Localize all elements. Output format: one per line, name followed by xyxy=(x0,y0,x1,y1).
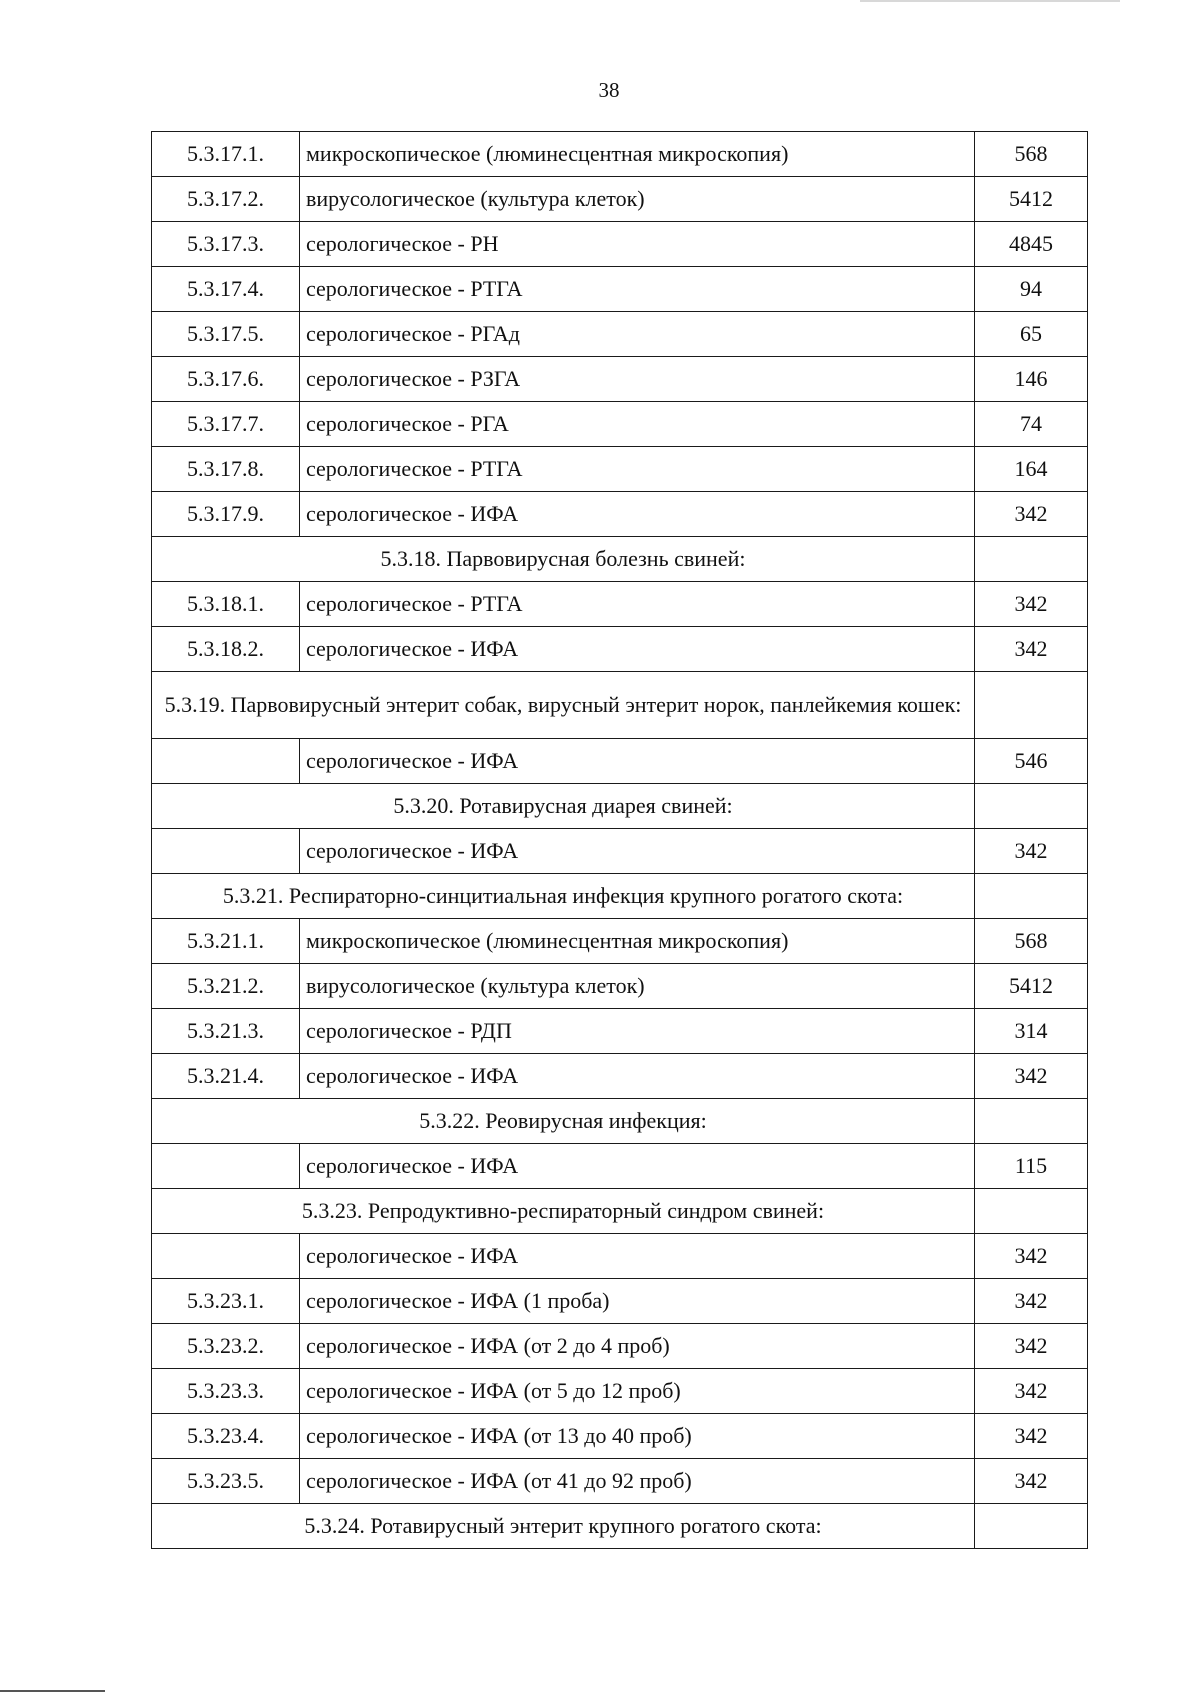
item-price: 546 xyxy=(975,739,1088,784)
item-description: серологическое - РТГА xyxy=(300,267,975,312)
item-code: 5.3.18.2. xyxy=(152,627,300,672)
table-row xyxy=(152,177,1088,222)
item-description: вирусологическое (культура клеток) xyxy=(300,964,975,1009)
price-cell-empty xyxy=(975,874,1088,919)
table-row xyxy=(152,1369,1088,1414)
price-table xyxy=(151,131,1088,1549)
table-row xyxy=(152,492,1088,537)
table-row xyxy=(152,447,1088,492)
item-price: 342 xyxy=(975,829,1088,874)
item-description: серологическое - РТГА xyxy=(300,447,975,492)
table-row xyxy=(152,1459,1088,1504)
table-row xyxy=(152,739,1088,784)
table-row xyxy=(152,582,1088,627)
item-description: серологическое - РГА xyxy=(300,402,975,447)
item-code: 5.3.23.5. xyxy=(152,1459,300,1504)
item-description: серологическое - ИФА (от 41 до 92 проб) xyxy=(300,1459,975,1504)
item-description: серологическое - РТГА xyxy=(300,582,975,627)
table-row xyxy=(152,1279,1088,1324)
item-code: 5.3.17.7. xyxy=(152,402,300,447)
item-description: серологическое - ИФА xyxy=(300,1054,975,1099)
item-price: 342 xyxy=(975,1234,1088,1279)
item-description: микроскопическое (люминесцентная микроскопия) xyxy=(300,132,975,177)
table-row xyxy=(152,222,1088,267)
section-header-row xyxy=(152,1504,1088,1549)
item-code: 5.3.17.4. xyxy=(152,267,300,312)
item-code: 5.3.23.3. xyxy=(152,1369,300,1414)
item-code: 5.3.23.2. xyxy=(152,1324,300,1369)
price-cell-empty xyxy=(975,672,1088,739)
table-row xyxy=(152,1414,1088,1459)
item-description: серологическое - ИФА xyxy=(300,1144,975,1189)
item-code: 5.3.17.5. xyxy=(152,312,300,357)
item-price: 342 xyxy=(975,1414,1088,1459)
item-code: 5.3.18.1. xyxy=(152,582,300,627)
table-row xyxy=(152,357,1088,402)
table-row xyxy=(152,964,1088,1009)
section-header-row xyxy=(152,784,1088,829)
item-price: 342 xyxy=(975,627,1088,672)
item-price: 4845 xyxy=(975,222,1088,267)
section-title: 5.3.24. Ротавирусный энтерит крупного рогатого скота: xyxy=(152,1504,975,1549)
item-code: 5.3.23.1. xyxy=(152,1279,300,1324)
item-price: 342 xyxy=(975,1279,1088,1324)
item-description: серологическое - ИФА (от 5 до 12 проб) xyxy=(300,1369,975,1414)
item-price: 342 xyxy=(975,492,1088,537)
item-price: 342 xyxy=(975,582,1088,627)
table-row xyxy=(152,1054,1088,1099)
price-cell-empty xyxy=(975,784,1088,829)
item-code: 5.3.17.2. xyxy=(152,177,300,222)
table-row xyxy=(152,267,1088,312)
section-title: 5.3.22. Реовирусная инфекция: xyxy=(152,1099,975,1144)
item-description: серологическое - ИФА xyxy=(300,739,975,784)
price-table-body xyxy=(152,132,1088,1549)
item-description: серологическое - РН xyxy=(300,222,975,267)
scan-artifact-top xyxy=(860,0,1120,2)
price-cell-empty xyxy=(975,1099,1088,1144)
item-description: вирусологическое (культура клеток) xyxy=(300,177,975,222)
item-description: микроскопическое (люминесцентная микроскопия) xyxy=(300,919,975,964)
item-price: 115 xyxy=(975,1144,1088,1189)
item-price: 65 xyxy=(975,312,1088,357)
item-code xyxy=(152,1144,300,1189)
item-code: 5.3.17.6. xyxy=(152,357,300,402)
price-cell-empty xyxy=(975,537,1088,582)
table-row xyxy=(152,919,1088,964)
item-price: 5412 xyxy=(975,177,1088,222)
scan-artifact-bottom xyxy=(0,1690,105,1692)
item-description: серологическое - ИФА xyxy=(300,492,975,537)
item-description: серологическое - ИФА xyxy=(300,627,975,672)
item-code: 5.3.17.8. xyxy=(152,447,300,492)
item-code: 5.3.21.1. xyxy=(152,919,300,964)
item-code xyxy=(152,1234,300,1279)
item-description: серологическое - ИФА xyxy=(300,829,975,874)
item-description: серологическое - ИФА (от 2 до 4 проб) xyxy=(300,1324,975,1369)
section-title: 5.3.21. Респираторно-синцитиальная инфекция крупного рогатого скота: xyxy=(152,874,975,919)
item-code: 5.3.21.3. xyxy=(152,1009,300,1054)
section-title: 5.3.20. Ротавирусная диарея свиней: xyxy=(152,784,975,829)
item-price: 314 xyxy=(975,1009,1088,1054)
item-price: 146 xyxy=(975,357,1088,402)
item-price: 568 xyxy=(975,132,1088,177)
item-code: 5.3.23.4. xyxy=(152,1414,300,1459)
table-row xyxy=(152,1324,1088,1369)
item-code xyxy=(152,829,300,874)
table-row xyxy=(152,829,1088,874)
item-code: 5.3.17.1. xyxy=(152,132,300,177)
item-code: 5.3.21.2. xyxy=(152,964,300,1009)
item-price: 568 xyxy=(975,919,1088,964)
section-header-row xyxy=(152,1189,1088,1234)
item-description: серологическое - ИФА xyxy=(300,1234,975,1279)
table-row xyxy=(152,1234,1088,1279)
table-row xyxy=(152,402,1088,447)
item-code: 5.3.17.9. xyxy=(152,492,300,537)
table-row xyxy=(152,1009,1088,1054)
section-header-row xyxy=(152,874,1088,919)
item-price: 5412 xyxy=(975,964,1088,1009)
section-header-row xyxy=(152,1099,1088,1144)
item-price: 342 xyxy=(975,1369,1088,1414)
item-code: 5.3.21.4. xyxy=(152,1054,300,1099)
section-header-row xyxy=(152,537,1088,582)
table-row xyxy=(152,312,1088,357)
item-description: серологическое - РДП xyxy=(300,1009,975,1054)
table-row xyxy=(152,1144,1088,1189)
section-title: 5.3.18. Парвовирусная болезнь свиней: xyxy=(152,537,975,582)
price-cell-empty xyxy=(975,1504,1088,1549)
section-header-row xyxy=(152,672,1088,739)
item-price: 94 xyxy=(975,267,1088,312)
table-row xyxy=(152,132,1088,177)
item-price: 342 xyxy=(975,1324,1088,1369)
item-description: серологическое - ИФА (1 проба) xyxy=(300,1279,975,1324)
item-price: 164 xyxy=(975,447,1088,492)
price-cell-empty xyxy=(975,1189,1088,1234)
table-row xyxy=(152,627,1088,672)
section-title: 5.3.23. Репродуктивно-респираторный синдром свиней: xyxy=(152,1189,975,1234)
item-description: серологическое - РГАд xyxy=(300,312,975,357)
page-number: 38 xyxy=(598,78,620,102)
item-description: серологическое - РЗГА xyxy=(300,357,975,402)
item-description: серологическое - ИФА (от 13 до 40 проб) xyxy=(300,1414,975,1459)
item-price: 74 xyxy=(975,402,1088,447)
item-code: 5.3.17.3. xyxy=(152,222,300,267)
section-title: 5.3.19. Парвовирусный энтерит собак, вирусный энтерит норок, панлейкемия кошек: xyxy=(152,672,975,739)
item-price: 342 xyxy=(975,1054,1088,1099)
item-price: 342 xyxy=(975,1459,1088,1504)
item-code xyxy=(152,739,300,784)
